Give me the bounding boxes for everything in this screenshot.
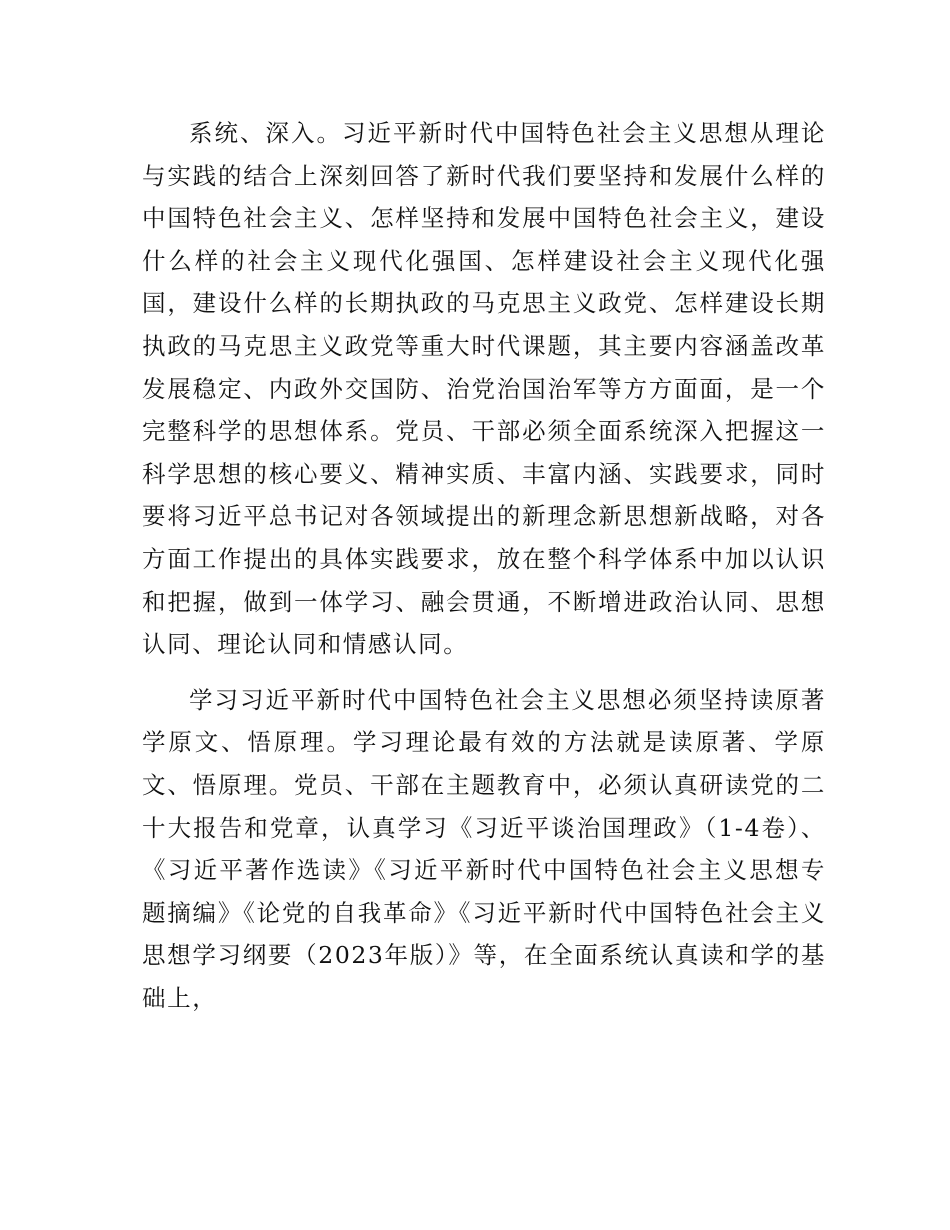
paragraph-2: 学习习近平新时代中国特色社会主义思想必须坚持读原著学原文、悟原理。学习理论最有效的方法就是读原著、学原文、悟原理。党员、干部在主题教育中，必须认真研读党的二十大报告和党章，认真学习《习近平谈治国理政》（1-4卷）、《习近平著作选读》《习近平新时代中国特色社会主义思想专题摘编》《论党的自我革命》《习近平新时代中国特色社会主义思想学习纲要（2023年版）》等，在全面系统认真读和学的基础上， — [142, 685, 826, 1012]
body-text — [142, 112, 826, 1032]
paragraph-1: 系统、深入。习近平新时代中国特色社会主义思想从理论与实践的结合上深刻回答了新时代我们要坚持和发展什么样的中国特色社会主义、怎样坚持和发展中国特色社会主义，建设什么样的社会主义现代化强国、怎样建设社会主义现代化强国，建设什么样的长期执政的马克思主义政党、怎样建设长期执政的马克思主义政党等重大时代课题，其主要内容涵盖改革发展稳定、内政外交国防、治党治国治军等方方面面，是一个完整科学的思想体系。党员、干部必须全面系统深入把握这一科学思想的核心要义、精神实质、丰富内涵、实践要求，同时要将习近平总书记对各领域提出的新理念新思想新战略，对各方面工作提出的具体实践要求，放在整个科学体系中加以认识和把握，做到一体学习、融会贯通，不断增进政治认同、思想认同、理论认同和情感认同。 — [142, 119, 826, 659]
